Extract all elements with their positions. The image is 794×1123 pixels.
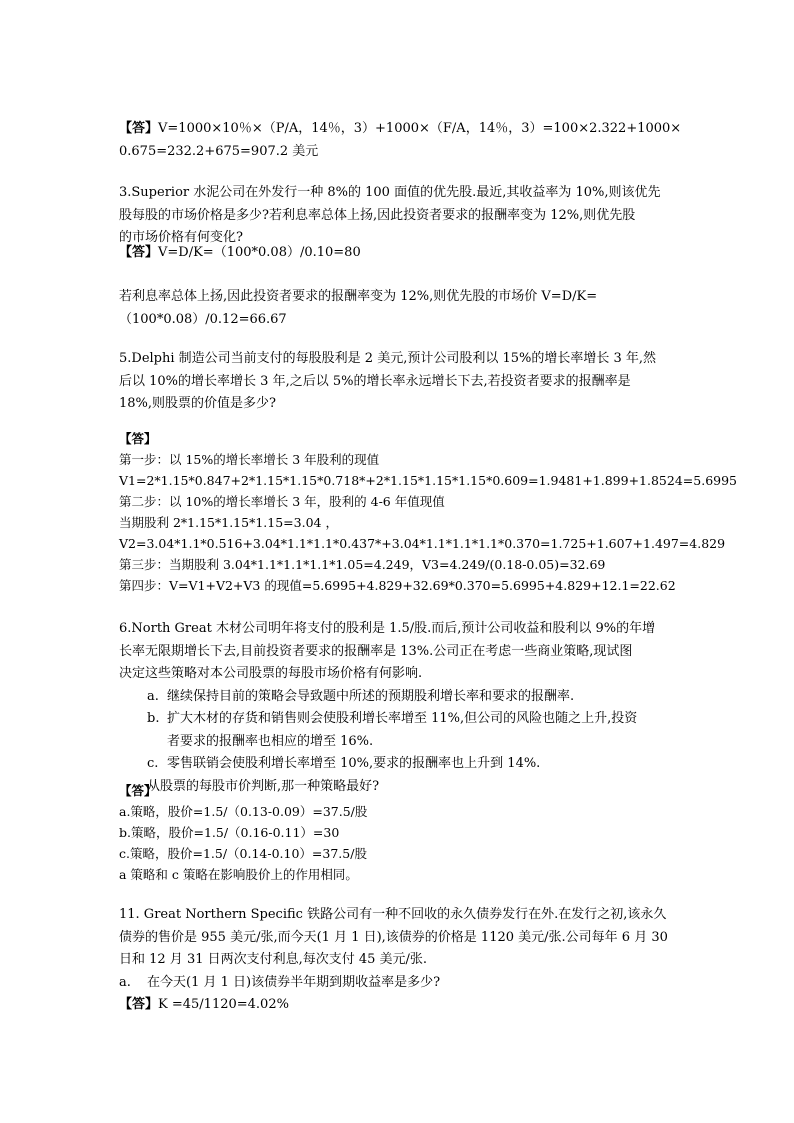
- q5-step: 第二步：以 10%的增长率增长 3 年，股利的 4-6 年值现值: [119, 494, 445, 509]
- q5-step: 第一步：以 15%的增长率增长 3 年股利的现值: [119, 452, 380, 467]
- q3-answer2: [119, 286, 679, 331]
- q6-answer-line: c.策略，股价=1.5/（0.14-0.10）=37.5/股: [119, 846, 367, 861]
- answer-prefix: 【答】: [119, 431, 157, 446]
- q11-line1: 11. Great Northern Specific 铁路公司有一种不回收的永久债券发行在外.在发行之初,该永久: [119, 907, 667, 922]
- q6-option-b: b. 扩大木材的存货和销售则会使股利增长率增至 11%,但公司的风险也随之上升,投资: [147, 711, 638, 726]
- q5-step: 当期股利 2*1.15*1.15*1.15=3.04 ，: [119, 515, 338, 530]
- q5-line3: 18%,则股票的价值是多少?: [119, 396, 276, 411]
- q6-option-a: a. 继续保持目前的策略会导致题中所述的预期股利增长率和要求的报酬率.: [147, 688, 575, 704]
- question-3: [119, 182, 679, 250]
- q11-sub-a: a. 在今天(1 月 1 日)该债券半年期到期收益率是多少?: [119, 974, 441, 990]
- question-5: [119, 348, 679, 416]
- q3-answer1: 【答】V=D/K=（100*0.08）/0.10=80: [119, 245, 361, 260]
- q6-answer-line: b.策略，股价=1.5/（0.16-0.11）=30: [119, 825, 340, 840]
- q3-line1: 3.Superior 水泥公司在外发行一种 8%的 100 面值的优先股.最近,其收益率为 10%,则该优先: [119, 185, 661, 200]
- q5-answer: [119, 428, 737, 596]
- q3-answer2-line2: （100*0.08）/0.12=66.67: [119, 311, 287, 327]
- q5-line1: 5.Delphi 制造公司当前支付的每股股利是 2 美元,预计公司股利以 15%的增长率增长 3 年,然: [119, 351, 657, 366]
- q11-answer: 【答】K =45/1120=4.02%: [119, 997, 289, 1012]
- answer-prefix: 【答】: [119, 245, 159, 260]
- q6-option-c: c. 零售联销会使股利增长率增至 10%,要求的报酬率也上升到 14%.: [147, 756, 541, 771]
- answer-prefix: 【答】: [119, 121, 159, 136]
- q2-answer-line2: 0.675=232.2+675=907.2 美元: [119, 143, 319, 159]
- answer-prefix: 【答】: [119, 783, 157, 798]
- question-6: [119, 618, 679, 798]
- q3-line2: 股每股的市场价格是多少?若利息率总体上扬,因此投资者要求的报酬率变为 12%,则优先股: [119, 207, 636, 223]
- q6-answer-line: a 策略和 c 策略在影响股价上的作用相同。: [119, 867, 358, 882]
- q6-answer: [119, 780, 679, 885]
- q6-line1: 6.North Great 木材公司明年将支付的股利是 1.5/股.而后,预计公司收益和股利以 9%的年增: [119, 621, 656, 636]
- q3-line3: 的市场价格有何变化?: [119, 230, 243, 245]
- q3-answer2-line1: 若利息率总体上扬,因此投资者要求的报酬率变为 12%,则优先股的市场价 V=D/K=: [119, 289, 598, 304]
- q11-line3: 日和 12 月 31 日两次支付利息,每次支付 45 美元/张.: [119, 952, 428, 967]
- q6-question: 从股票的每股市价判断,那一种策略最好?: [147, 778, 380, 794]
- q6-answer-line: a.策略，股价=1.5/（0.13-0.09）=37.5/股: [119, 804, 368, 819]
- q5-step: V2=3.04*1.1*0.516+3.04*1.1*1.1*0.437*+3.04*1.1*1.1*1.1*0.370=1.725+1.607+1.497=4.829: [119, 536, 726, 551]
- q6-line3: 决定这些策略对本公司股票的每股市场价格有何影响.: [119, 666, 423, 681]
- q5-step: 第四步：V=V1+V2+V3 的现值=5.6995+4.829+32.69*0.370=5.6995+4.829+12.1=22.62: [119, 578, 676, 593]
- q2-answer-line1: 【答】V=1000×10％×（P/A，14％，3）+1000×（F/A，14％，3）=100×2.322+1000×: [119, 121, 682, 136]
- question-11: [119, 904, 679, 1017]
- q6-line2: 长率无限期增长下去,目前投资者要求的报酬率是 13%.公司正在考虑一些商业策略,现试图: [119, 643, 633, 659]
- q6-option-b-cont: 者要求的报酬率也相应的增至 16%.: [167, 733, 374, 749]
- answer-prefix: 【答】: [119, 997, 159, 1012]
- q11-line2: 债券的售价是 955 美元/张,而今天(1 月 1 日),该债券的价格是 1120 美元/张.公司每年 6 月 30: [119, 929, 668, 945]
- q5-step: 第三步：当期股利 3.04*1.1*1.1*1.1*1.05=4.249，V3=4.249/(0.18-0.05)=32.69: [119, 557, 606, 572]
- q2-answer-block: [119, 118, 682, 163]
- q5-line2: 后以 10%的增长率增长 3 年,之后以 5%的增长率永远增长下去,若投资者要求的报酬率是: [119, 373, 631, 389]
- q5-step: V1=2*1.15*0.847+2*1.15*1.15*0.718*+2*1.15*1.15*1.15*0.609=1.9481+1.899+1.8524=5.6995: [119, 473, 737, 488]
